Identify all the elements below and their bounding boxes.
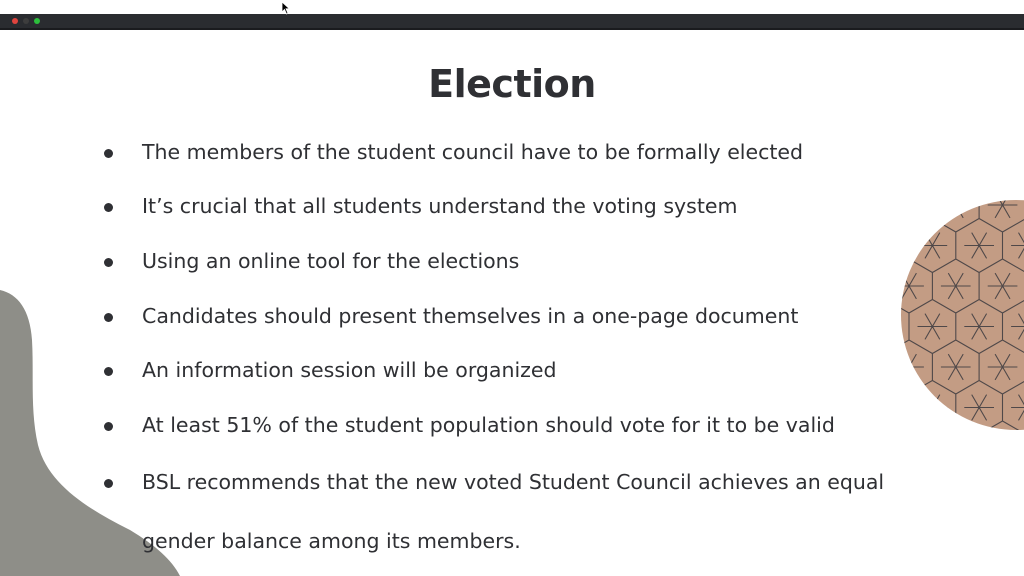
top-strip	[0, 0, 1024, 14]
bullet-point-icon	[104, 313, 113, 322]
bullet-item	[0, 410, 900, 440]
bullet-item	[0, 137, 900, 167]
bullet-point-icon	[104, 258, 113, 267]
presentation-slide	[0, 30, 1024, 576]
close-window-button[interactable]	[12, 18, 18, 24]
bullet-item	[0, 467, 900, 497]
bullet-point-icon	[104, 149, 113, 158]
bullet-point-icon	[104, 479, 113, 488]
bullet-point-icon	[104, 203, 113, 212]
slide-title: Election	[428, 62, 596, 106]
bullet-text: Using an online tool for the elections	[142, 249, 520, 273]
bullet-text: At least 51% of the student population should vote for it to be valid	[142, 413, 835, 437]
bullet-text: BSL recommends that the new voted Student Council achieves an equal	[142, 470, 885, 494]
bullet-continuation-text: gender balance among its members.	[142, 529, 521, 553]
bullet-item	[0, 246, 900, 276]
bullet-item	[0, 355, 900, 385]
window-title-bar	[0, 14, 1024, 30]
bullet-point-icon	[104, 367, 113, 376]
mouse-cursor-icon	[281, 1, 291, 15]
minimize-window-button[interactable]	[23, 18, 29, 24]
bullet-text: Candidates should present themselves in a one-page document	[142, 304, 799, 328]
bullet-item	[0, 301, 900, 331]
maximize-window-button[interactable]	[34, 18, 40, 24]
bullet-text: The members of the student council have to be formally elected	[142, 140, 804, 164]
decorative-patterned-circle	[901, 200, 1024, 430]
bullet-item	[0, 191, 900, 221]
bullet-text: An information session will be organized	[142, 358, 557, 382]
bullet-point-icon	[104, 422, 113, 431]
bullet-text: It’s crucial that all students understand the voting system	[142, 194, 738, 218]
